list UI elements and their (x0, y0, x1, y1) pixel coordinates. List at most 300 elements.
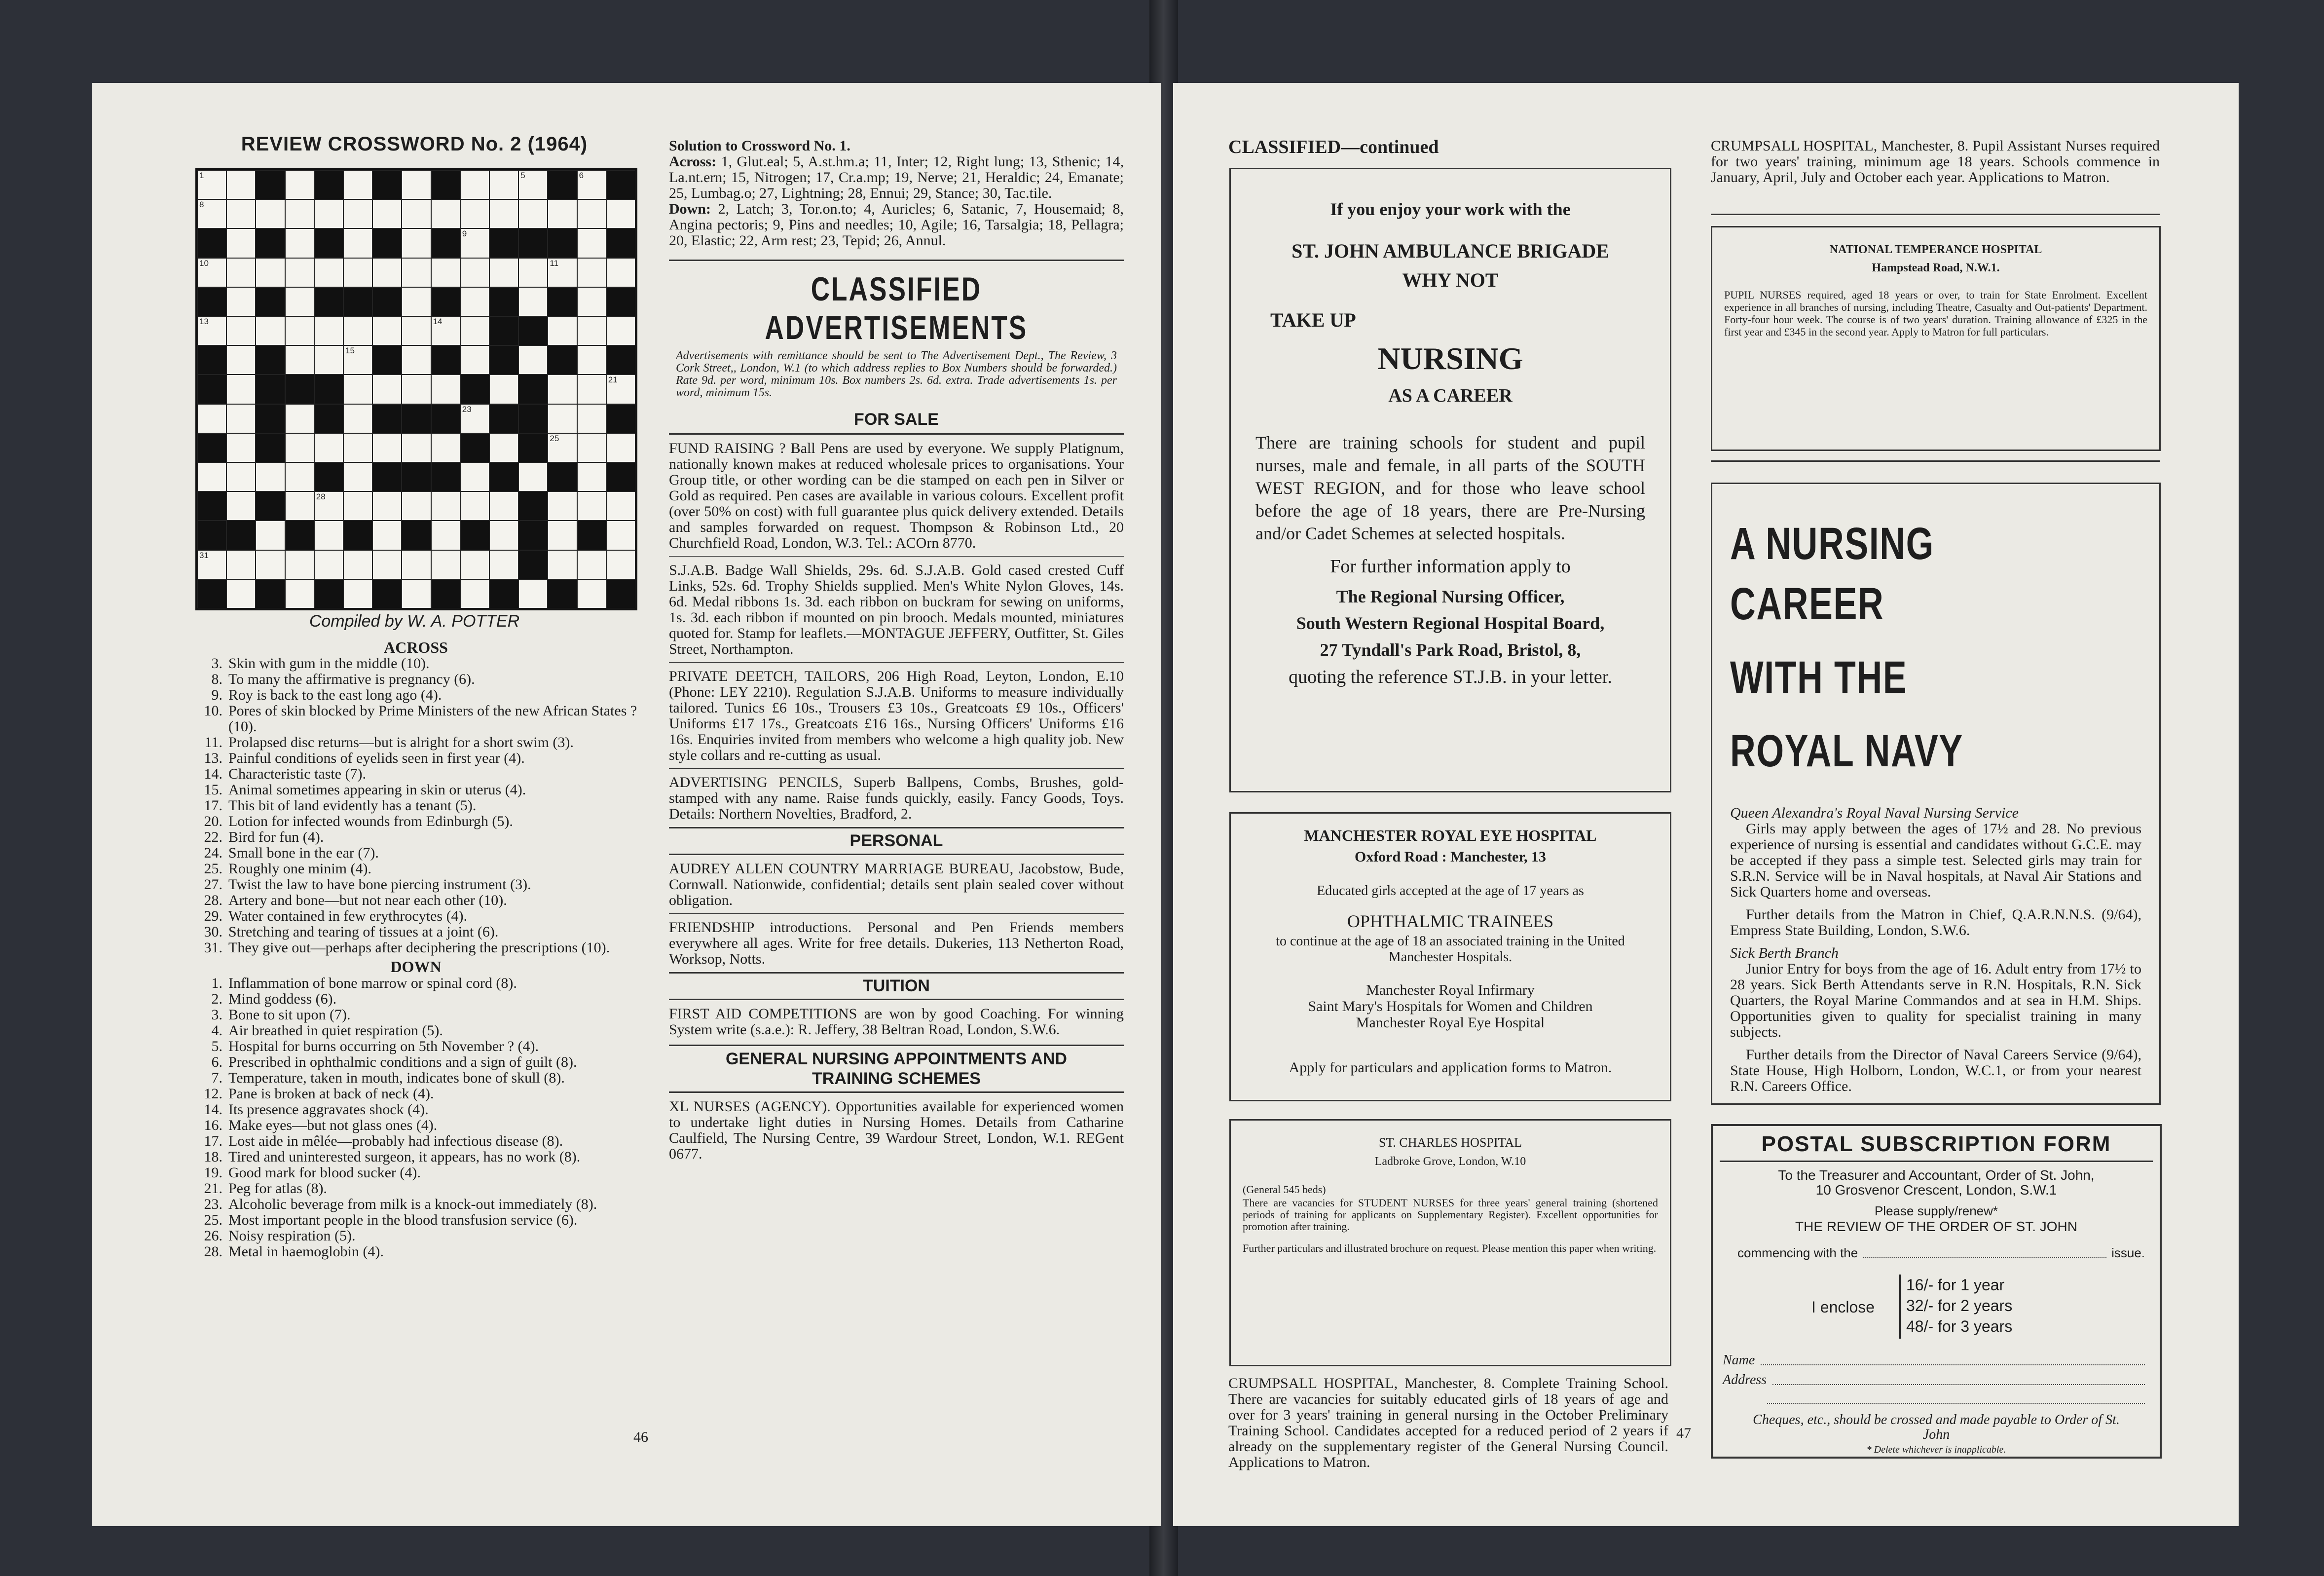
crossword-cell[interactable] (518, 287, 548, 316)
crossword-cell[interactable] (314, 199, 343, 228)
crossword-cell[interactable] (402, 491, 431, 521)
crossword-cell[interactable] (402, 345, 431, 375)
crossword-cell[interactable] (343, 404, 372, 433)
crossword-cell[interactable] (314, 550, 343, 579)
crossword-cell[interactable] (314, 316, 343, 345)
ntemp-address: Hampstead Road, N.W.1. (1872, 262, 2000, 274)
clue-text: Noisy respiration (5). (228, 1228, 356, 1244)
postal-option-2-years[interactable]: 32/- for 2 years (1906, 1297, 2013, 1314)
down-clue (193, 991, 639, 1007)
crossword-cell[interactable] (431, 491, 460, 521)
crossword-cell[interactable] (402, 375, 431, 404)
sbb-further: Further details from the Director of Naval Careers Service (9/64), State House, High Holborn, London, W.C.1, or from your nearest R.N. Careers Office. (1730, 1047, 2141, 1094)
crossword-cell[interactable] (197, 170, 226, 199)
crossword-cell[interactable] (226, 550, 256, 579)
crossword-cell[interactable] (226, 433, 256, 462)
crossword-cell[interactable] (372, 316, 402, 345)
crossword-cell[interactable] (372, 491, 402, 521)
crossword-cell[interactable] (606, 199, 635, 228)
crossword-cell[interactable] (285, 345, 314, 375)
crossword-black-square (372, 462, 402, 491)
crossword-cell[interactable] (489, 199, 518, 228)
down-clue (193, 1165, 639, 1181)
crossword-cell[interactable] (343, 433, 372, 462)
crossword-cell[interactable] (606, 521, 635, 550)
postal-name-label: Name (1723, 1352, 1755, 1368)
crossword-cell[interactable] (197, 199, 226, 228)
clue-number: 3. (211, 1007, 222, 1023)
st-charles-title: ST. CHARLES HOSPITAL (1379, 1135, 1522, 1150)
mreh-ad (1229, 812, 1671, 1101)
crossword-cell[interactable] (226, 228, 256, 258)
crossword-cell[interactable] (343, 199, 372, 228)
clue-number: 4. (211, 1022, 222, 1039)
for-sale-heading: FOR SALE (854, 410, 939, 429)
crossword-cell[interactable] (343, 550, 372, 579)
crossword-black-square (197, 287, 226, 316)
commencing-field[interactable] (1863, 1257, 2106, 1258)
crossword-cell[interactable] (343, 316, 372, 345)
crossword-black-square (285, 375, 314, 404)
crossword-cell[interactable] (460, 462, 489, 491)
crossword-cell[interactable] (197, 462, 226, 491)
clue-number: 14. (204, 1101, 222, 1118)
cell-number: 5 (520, 171, 525, 180)
address-field-line-2[interactable] (1767, 1403, 2145, 1404)
down-clue (193, 976, 639, 991)
tuition-heading: TUITION (863, 976, 930, 995)
crossword-black-square (518, 433, 548, 462)
cell-number: 10 (199, 258, 209, 268)
crossword-cell[interactable] (285, 491, 314, 521)
sjab-address-line: South Western Regional Hospital Board, (1296, 613, 1605, 633)
crossword-cell[interactable] (489, 375, 518, 404)
postal-title: POSTAL SUBSCRIPTION FORM (1761, 1132, 2111, 1156)
crossword-black-square (518, 521, 548, 550)
across-clue (193, 814, 639, 829)
crossword-cell[interactable] (226, 316, 256, 345)
clue-text: Inflammation of bone marrow or spinal cord (8). (228, 975, 517, 991)
crossword-cell[interactable] (431, 433, 460, 462)
clue-text: Water contained in few erythrocytes (4). (228, 908, 468, 924)
crossword-cell[interactable] (372, 433, 402, 462)
crossword-black-square (518, 228, 548, 258)
across-clue (193, 829, 639, 845)
crossword-cell[interactable] (577, 228, 606, 258)
crossword-black-square (606, 345, 635, 375)
crossword-cell[interactable] (518, 170, 548, 199)
crossword-cell[interactable] (518, 462, 548, 491)
clue-number: 28. (204, 1243, 222, 1260)
crossword-cell[interactable] (402, 550, 431, 579)
crossword-grid (195, 168, 637, 610)
mreh-apply: Apply for particulars and application forms to Matron. (1289, 1059, 1612, 1076)
crumpsall-complete-training-ad: CRUMPSALL HOSPITAL, Manchester, 8. Complete Training School. There are vacancies for suitably educated girls of 18 years of age and over for 3 years' training in general nursing in the October Preliminary Training School. Candidates accepted for a reduced period of 2 years if already on the supplementary register of the General Nursing Council. Applications to Matron. (1228, 1375, 1668, 1470)
clue-number: 21. (204, 1180, 222, 1197)
personal-heading: PERSONAL (849, 831, 943, 850)
crossword-clues (193, 639, 639, 1260)
cell-number: 31 (199, 550, 209, 560)
crossword-cell[interactable] (256, 258, 285, 287)
crossword-black-square (606, 404, 635, 433)
clue-number: 13. (204, 750, 222, 766)
crossword-cell[interactable] (372, 521, 402, 550)
crossword-cell[interactable] (460, 287, 489, 316)
crossword-black-square (372, 287, 402, 316)
mreh-address: Oxford Road : Manchester, 13 (1354, 849, 1547, 865)
crossword-cell[interactable] (577, 170, 606, 199)
crossword-cell[interactable] (460, 579, 489, 608)
postal-address-line: To the Treasurer and Accountant, Order of St. John, (1778, 1167, 2095, 1183)
crossword-cell[interactable] (226, 375, 256, 404)
crossword-cell[interactable] (402, 287, 431, 316)
classified-title-wrap (669, 270, 1124, 347)
crossword-black-square (518, 375, 548, 404)
crossword-cell[interactable] (314, 491, 343, 521)
clue-text: Good mark for blood sucker (4). (228, 1164, 421, 1181)
crossword-black-square (197, 491, 226, 521)
cell-number: 25 (550, 433, 559, 443)
crossword-cell[interactable] (548, 550, 577, 579)
crossword-cell[interactable] (577, 404, 606, 433)
mreh-hospital: Saint Mary's Hospitals for Women and Children (1308, 998, 1593, 1014)
crossword-cell[interactable] (402, 170, 431, 199)
crossword-black-square (197, 521, 226, 550)
down-clue (193, 1244, 639, 1260)
clue-number: 22. (204, 829, 222, 845)
cell-number: 9 (462, 229, 467, 239)
sbb-heading: Sick Berth Branch (1730, 945, 1839, 961)
crossword-cell[interactable] (285, 579, 314, 608)
address-field[interactable] (1772, 1384, 2145, 1385)
crossword-cell[interactable] (606, 316, 635, 345)
crossword-black-square (314, 228, 343, 258)
crossword-cell[interactable] (606, 433, 635, 462)
crossword-black-square (256, 579, 285, 608)
crossword-cell[interactable] (256, 521, 285, 550)
crossword-cell[interactable] (577, 579, 606, 608)
crossword-cell[interactable] (431, 258, 460, 287)
crossword-cell[interactable] (314, 521, 343, 550)
crossword-cell[interactable] (314, 433, 343, 462)
crossword-cell[interactable] (226, 287, 256, 316)
divider (669, 768, 1124, 769)
clue-number: 18. (204, 1149, 222, 1165)
crossword-cell[interactable] (226, 170, 256, 199)
navy-headline (1730, 514, 2159, 794)
page-number: 46 (633, 1429, 648, 1445)
crossword-cell[interactable] (489, 550, 518, 579)
crossword-black-square (606, 228, 635, 258)
name-field[interactable] (1761, 1364, 2145, 1365)
crossword-cell[interactable] (548, 316, 577, 345)
crossword-black-square (548, 287, 577, 316)
crossword-cell[interactable] (372, 199, 402, 228)
crossword-cell[interactable] (402, 258, 431, 287)
crossword-cell[interactable] (285, 258, 314, 287)
across-clue (193, 687, 639, 703)
crossword-cell[interactable] (606, 550, 635, 579)
crossword-cell[interactable] (431, 375, 460, 404)
divider (669, 556, 1124, 557)
crossword-cell[interactable] (577, 433, 606, 462)
crossword-cell[interactable] (343, 228, 372, 258)
crossword-cell[interactable] (431, 521, 460, 550)
crossword-cell[interactable] (431, 316, 460, 345)
crossword-cell[interactable] (197, 258, 226, 287)
crossword-black-square (577, 521, 606, 550)
crossword-cell[interactable] (256, 199, 285, 228)
crossword-cell[interactable] (402, 199, 431, 228)
crossword-black-square (256, 433, 285, 462)
cell-number: 28 (316, 492, 326, 502)
for-sale-list (669, 441, 1124, 822)
crossword-cell[interactable] (343, 258, 372, 287)
crossword-black-square (431, 228, 460, 258)
clue-text: Artery and bone—but not near each other (10). (228, 892, 507, 908)
crossword-cell[interactable] (285, 433, 314, 462)
postal-option-1-year[interactable]: 16/- for 1 year (1906, 1276, 2005, 1294)
classified-intro: Advertisements with remittance should be sent to The Advertisement Dept., The Review, 3 Cork Street,, London, W.1 (to which address replies to Box Numbers should be forwarded.) Rate 9d. per word, minimum 10s. Box numbers 2s. 6d. extra. Trade advertisements 1s. per word, minimum 15s. (676, 349, 1117, 399)
clue-text: Pane is broken at back of neck (4). (228, 1086, 434, 1102)
postal-option-3-years[interactable]: 48/- for 3 years (1906, 1317, 2013, 1335)
crossword-cell[interactable] (548, 491, 577, 521)
crossword-cell[interactable] (460, 170, 489, 199)
crossword-cell[interactable] (402, 579, 431, 608)
crossword-cell[interactable] (489, 433, 518, 462)
mreh-hospital: Manchester Royal Infirmary (1366, 982, 1535, 998)
crossword-cell[interactable] (197, 550, 226, 579)
classified-ad: S.J.A.B. Badge Wall Shields, 29s. 6d. S.J.A.B. Gold cased crested Cuff Links, 52s. 6d. Trophy Shields supplied. Men's White Nylon Gloves, 14s. 6d. Medal ribbons 1s. 3d. each ribbon on buckram for sewing on uniforms, 1s. 3d. each ribbon if mounted on pin brooch. Medals mounted, miniatures quoted for. Stamp for leaflets.—MONTAGUE JEFFERY, Outfitter, St. Giles Street, Northampton. (669, 562, 1124, 657)
crossword-cell[interactable] (489, 258, 518, 287)
crossword-cell[interactable] (577, 287, 606, 316)
crossword-cell[interactable] (343, 345, 372, 375)
crossword-cell[interactable] (372, 258, 402, 287)
crossword-cell[interactable] (548, 404, 577, 433)
down-clue (193, 1023, 639, 1039)
crossword-cell[interactable] (285, 462, 314, 491)
clue-text: Stretching and tearing of tissues at a joint (6). (228, 924, 499, 940)
mreh-line2: to continue at the age of 18 an associated training in the United Manchester Hospitals. (1276, 934, 1625, 965)
across-clue (193, 766, 639, 782)
clue-number: 8. (211, 671, 222, 687)
crossword-black-square (372, 170, 402, 199)
crossword-black-square (460, 433, 489, 462)
crossword-cell[interactable] (256, 316, 285, 345)
classified-ad: FRIENDSHIP introductions. Personal and Pen Friends members everywhere all ages. Write for free details. Dukeries, 113 Netherton Road, Worksop, Notts. (669, 919, 1124, 967)
crossword-cell[interactable] (285, 199, 314, 228)
clue-number: 31. (204, 939, 222, 956)
crossword-cell[interactable] (606, 375, 635, 404)
crossword-cell[interactable] (548, 199, 577, 228)
crossword-cell[interactable] (197, 316, 226, 345)
cell-number: 11 (550, 258, 559, 268)
crossword-cell[interactable] (226, 345, 256, 375)
clue-text: Roy is back to the east long ago (4). (228, 687, 442, 703)
crossword-black-square (402, 404, 431, 433)
clue-text: Its presence aggravates shock (4). (228, 1101, 429, 1118)
crossword-cell[interactable] (285, 550, 314, 579)
crossword-cell[interactable] (548, 521, 577, 550)
mreh-title: MANCHESTER ROYAL EYE HOSPITAL (1304, 826, 1597, 844)
crossword-black-square (285, 521, 314, 550)
crossword-cell[interactable] (577, 199, 606, 228)
postal-issue-label: issue. (2111, 1245, 2145, 1260)
clue-number: 25. (204, 861, 222, 877)
crossword-cell[interactable] (285, 316, 314, 345)
crossword-cell[interactable] (226, 462, 256, 491)
sjab-line: If you enjoy your work with the (1330, 199, 1571, 219)
crossword-cell[interactable] (343, 462, 372, 491)
navy-body (1730, 805, 2141, 1094)
crossword-cell[interactable] (343, 170, 372, 199)
crossword-cell[interactable] (226, 199, 256, 228)
crossword-black-square (372, 228, 402, 258)
crossword-cell[interactable] (343, 491, 372, 521)
crossword-cell[interactable] (372, 550, 402, 579)
crossword-cell[interactable] (518, 199, 548, 228)
crossword-cell[interactable] (343, 375, 372, 404)
crossword-cell[interactable] (285, 170, 314, 199)
crossword-cell[interactable] (343, 579, 372, 608)
crossword-cell[interactable] (577, 375, 606, 404)
crossword-cell[interactable] (577, 345, 606, 375)
crossword-cell[interactable] (256, 462, 285, 491)
crossword-cell[interactable] (460, 258, 489, 287)
down-clue (193, 1070, 639, 1086)
crossword-black-square (489, 404, 518, 433)
st-charles-address: Ladbroke Grove, London, W.10 (1374, 1155, 1526, 1168)
crossword-cell[interactable] (402, 228, 431, 258)
solution-heading: Solution to Crossword No. 1. (669, 138, 850, 154)
crossword-cell[interactable] (285, 404, 314, 433)
crossword-cell[interactable] (460, 550, 489, 579)
divider (669, 1045, 1124, 1046)
postal-enclose-options (1713, 1275, 2160, 1344)
crossword-cell[interactable] (489, 491, 518, 521)
crossword-black-square (197, 433, 226, 462)
crossword-cell[interactable] (226, 404, 256, 433)
crossword-black-square (489, 287, 518, 316)
classified-continued-header: CLASSIFIED—continued (1228, 137, 1439, 157)
crossword-black-square (314, 375, 343, 404)
crossword-cell[interactable] (577, 550, 606, 579)
across-clue (193, 735, 639, 750)
crossword-cell[interactable] (431, 199, 460, 228)
crossword-cell[interactable] (460, 316, 489, 345)
navy-headline-line: ROYAL NAVY (1730, 726, 1963, 776)
clue-text: Twist the law to have bone piercing instrument (3). (228, 876, 531, 893)
down-clue (193, 1007, 639, 1023)
crossword-cell[interactable] (402, 433, 431, 462)
crossword-black-square (402, 462, 431, 491)
crossword-cell[interactable] (314, 345, 343, 375)
crossword-cell[interactable] (256, 550, 285, 579)
crossword-cell[interactable] (518, 579, 548, 608)
crossword-cell[interactable] (226, 579, 256, 608)
solution-down-label: Down: (669, 201, 711, 217)
sjab-career: AS A CAREER (1388, 385, 1512, 406)
cell-number: 15 (345, 346, 355, 356)
crossword-cell[interactable] (577, 316, 606, 345)
crossword-cell[interactable] (226, 491, 256, 521)
divider (1711, 214, 2160, 215)
clue-number: 9. (211, 687, 222, 703)
st-charles-body: There are vacancies for STUDENT NURSES for three years' general training (shortened periods of training for applicants on Supplementary Register). Excellent opportunities for promotion after training. (1243, 1197, 1658, 1233)
across-clue-list (193, 656, 639, 956)
crossword-cell[interactable] (489, 521, 518, 550)
crossword-cell[interactable] (402, 316, 431, 345)
sbb-body: Junior Entry for boys from the age of 16. Adult entry from 17½ to 28 years. Sick Berth Attendants serve in R.N. Hospitals, R.N. Sick Quarters, the Royal Marine Commandos and at sea in H.M. Ships. Opportunities given to quality for specialist training in many subjects. (1730, 961, 2141, 1040)
national-temperance-ad (1711, 226, 2161, 451)
sjab-address (1231, 583, 1670, 663)
crossword-cell[interactable] (577, 258, 606, 287)
gnats-ad: XL NURSES (AGENCY). Opportunities available for experienced women to undertake light duties in Nursing Homes. Details from Catharine Caulfield, The Nursing Centre, 39 Wardour Street, London, W.1. REGent 0677. (669, 1098, 1124, 1162)
mreh-hospital: Manchester Royal Eye Hospital (1356, 1014, 1545, 1031)
crossword-cell[interactable] (460, 345, 489, 375)
crossword-cell[interactable] (314, 258, 343, 287)
clue-text: Animal sometimes appearing in skin or uterus (4). (228, 782, 526, 798)
crossword-cell[interactable] (577, 462, 606, 491)
crossword-cell[interactable] (431, 550, 460, 579)
postal-commencing-label: commencing with the (1737, 1245, 1858, 1260)
down-clue (193, 1133, 639, 1149)
crossword-black-square (606, 462, 635, 491)
brace (1899, 1275, 1901, 1339)
crossword-cell[interactable] (197, 404, 226, 433)
postal-subscription-form (1711, 1124, 2162, 1459)
crossword-black-square (548, 462, 577, 491)
clue-text: Roughly one minim (4). (228, 861, 371, 877)
crossword-cell[interactable] (372, 375, 402, 404)
crossword-black-square (518, 550, 548, 579)
crossword-cell[interactable] (518, 345, 548, 375)
crossword-black-square (197, 375, 226, 404)
crossword-cell[interactable] (285, 228, 314, 258)
crossword-cell[interactable] (548, 375, 577, 404)
crossword-cell[interactable] (548, 433, 577, 462)
crossword-black-square (431, 345, 460, 375)
crossword-cell[interactable] (518, 258, 548, 287)
clue-text: Make eyes—but not glass ones (4). (228, 1117, 438, 1133)
clue-number: 6. (211, 1054, 222, 1070)
solution-across-text: 1, Glut.eal; 5, A.st.hm.a; 11, Inter; 12, Right lung; 13, Sthenic; 14, La.nt.ern; 15, Nitrogen; 17, Cr.a.mp; 19, Nerve; 21, Heraldic; 24, Emanate; 25, Lumbag.o; 27, Lightning; 28, Ennui; 29, Stance; 30, Tac.tile. (669, 153, 1124, 201)
clue-text: Mind goddess (6). (228, 991, 337, 1007)
postal-enclose-label: I enclose (1811, 1298, 1875, 1316)
qa-body: Girls may apply between the ages of 17½ and 28. No previous experience of nursing is essential and candidates without G.C.E. may be accepted if they pass a simple test. Selected girls may train for S.R.N. Service will be in Naval hospitals, at Naval Air Stations and Sick Quarters home and overseas. (1730, 821, 2141, 900)
crossword-black-square (372, 579, 402, 608)
across-clue (193, 861, 639, 877)
crossword-black-square (197, 228, 226, 258)
crossword-cell[interactable] (606, 258, 635, 287)
crossword-cell[interactable] (606, 491, 635, 521)
crossword-cell[interactable] (460, 404, 489, 433)
crossword-cell[interactable] (577, 491, 606, 521)
crossword-cell[interactable] (460, 199, 489, 228)
crossword-cell[interactable] (460, 491, 489, 521)
crossword-cell[interactable] (226, 258, 256, 287)
crossword-black-square (256, 404, 285, 433)
postal-address-line: 10 Grosvenor Crescent, London, S.W.1 (1815, 1182, 2057, 1198)
crossword-black-square (197, 345, 226, 375)
clue-number: 27. (204, 876, 222, 893)
crossword-cell[interactable] (548, 258, 577, 287)
crossword-cell[interactable] (460, 228, 489, 258)
crossword-cell[interactable] (285, 287, 314, 316)
crossword-black-square (343, 287, 372, 316)
across-clue (193, 798, 639, 814)
crossword-cell[interactable] (489, 170, 518, 199)
